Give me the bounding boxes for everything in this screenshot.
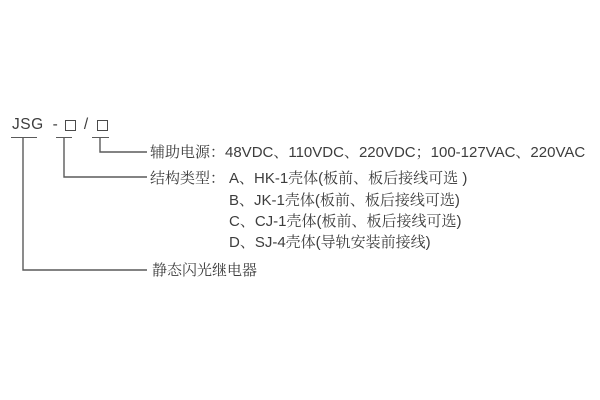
structure-type-label: 结构类型： [150,170,226,187]
model-prefix: JSG [12,116,44,133]
structure-option-c: C、CJ-1壳体(板前、板后接线可选) [229,213,462,230]
product-name-label: 静态闪光继电器 [152,262,258,279]
structure-option-b: B、JK-1壳体(板前、板后接线可选) [229,192,460,209]
aux-power-callout: 辅助电源：48VDC、110VDC、220VDC；100-127VAC、220VAC [150,144,586,161]
structure-option-d: D、SJ-4壳体(导轨安装前接线) [229,234,431,251]
structure-option-a: A、HK-1壳体(板前、板后接线可选 ) [229,170,468,187]
model-slash: / [83,116,89,133]
model-dash: - [52,116,58,133]
